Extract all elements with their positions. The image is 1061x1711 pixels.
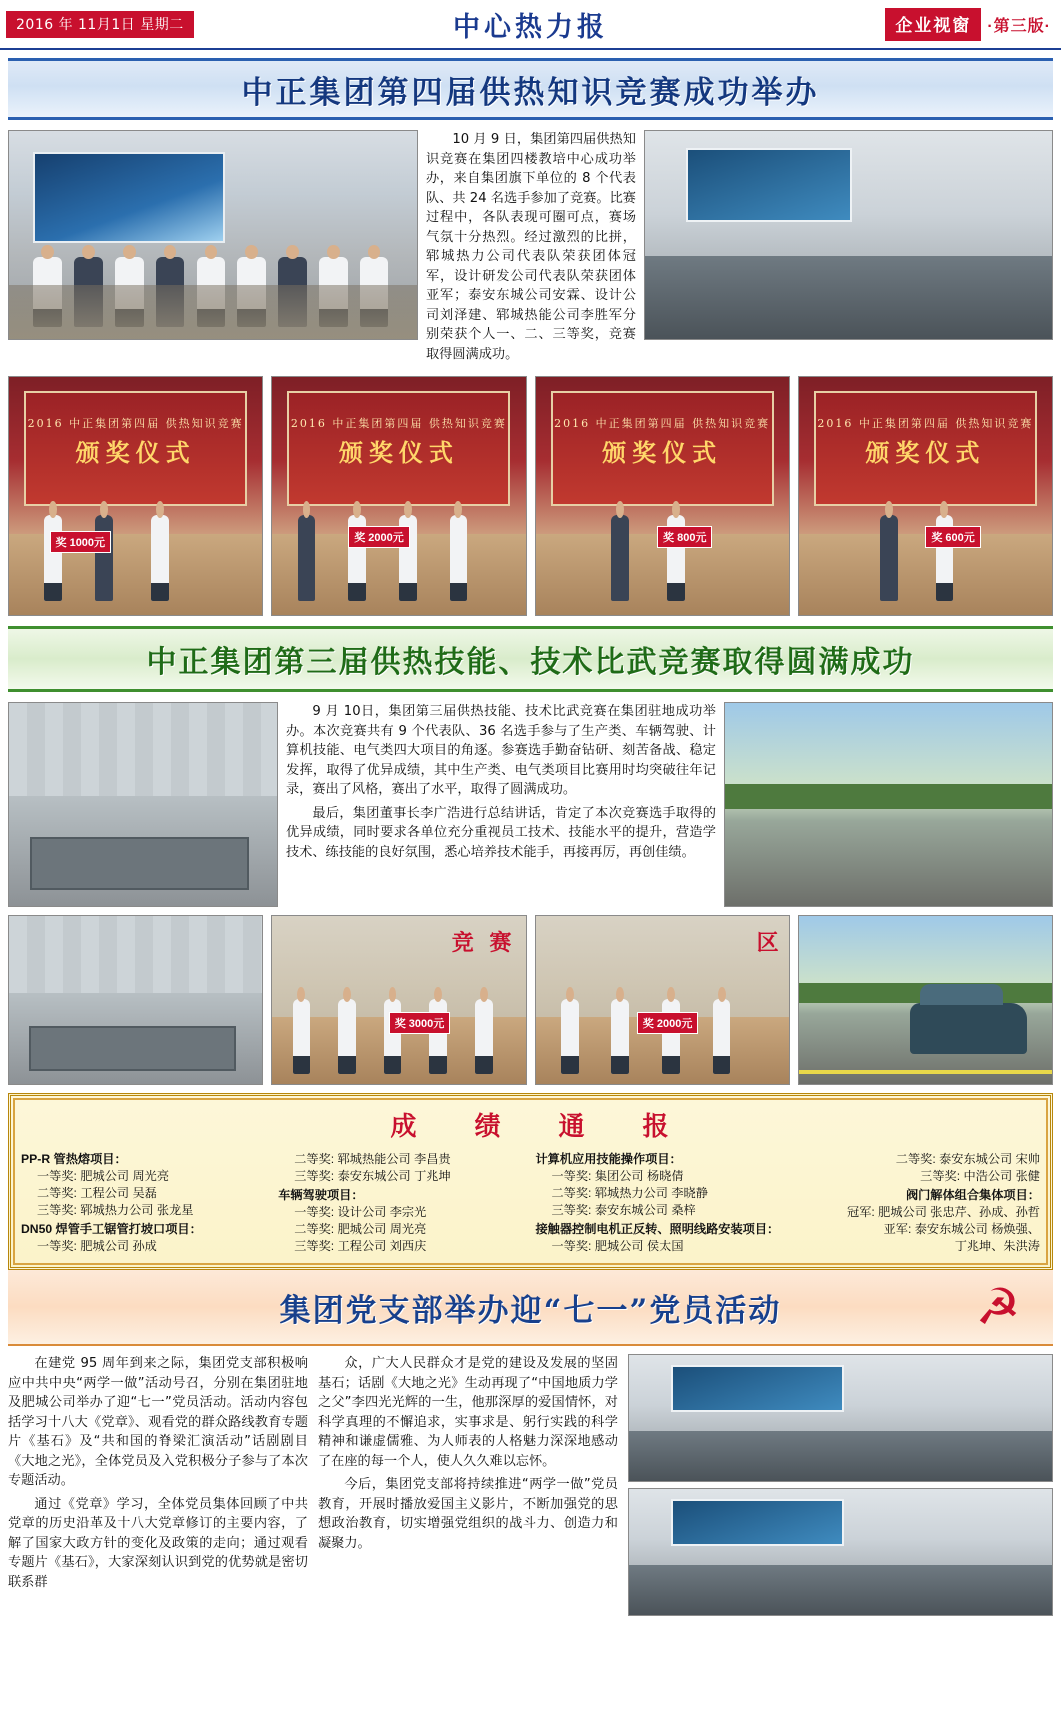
result-item: 三等奖: 泰安东城公司 桑梓 [551, 1203, 696, 1217]
photo-award-600 [798, 376, 1053, 616]
section3-content [8, 1354, 1053, 1622]
result-group [536, 1221, 783, 1255]
result-group [793, 1151, 1040, 1185]
results-title-char-3: 通 [558, 1112, 587, 1142]
section2-photo-row [8, 915, 1053, 1085]
section3-column-right [318, 1354, 618, 1622]
prize-placard: 奖 1000元 [50, 531, 112, 553]
result-item: 亚军: 泰安东城公司 杨焕强、 [883, 1222, 1040, 1236]
result-item: 三等奖: 中浩公司 张健 [920, 1169, 1040, 1183]
result-item: 二等奖: 肥城公司 周光亮 [294, 1222, 427, 1236]
section3-right-paragraph-1: 众，广大人民群众才是党的建设及发展的坚固基石；话剧《大地之光》生动再现了“中国地质力学之父”李四光光辉的一生，他那深厚的爱国情怀，对科学真理的不懈追求，实事求是、躬行实践的科学精神和谦虚儒雅、为人师表的人格魅力深深地感动了在座的每一个人，使人久久难以忘怀。 [318, 1356, 618, 1469]
result-item: 一等奖: 肥城公司 周光亮 [37, 1169, 170, 1183]
masthead-right [885, 8, 1055, 41]
section3-headline: 集团党支部举办迎“七一”党员活动 [279, 1292, 782, 1329]
photo-vehicle-driving [798, 915, 1053, 1085]
section3-photo-column [628, 1354, 1053, 1622]
photo-award-3000 [271, 915, 526, 1085]
result-group [21, 1221, 268, 1255]
results-columns [21, 1151, 1040, 1257]
result-item: 一等奖: 肥城公司 侯太国 [551, 1239, 684, 1253]
result-item: 二等奖: 郓城热力公司 李晓静 [551, 1186, 708, 1200]
photo-banner-text: 颁奖仪式 [602, 438, 723, 468]
result-item: 三等奖: 泰安东城公司 丁兆坤 [294, 1169, 451, 1183]
results-column-2 [278, 1151, 525, 1257]
result-group [21, 1151, 268, 1219]
masthead-date: 2016 年 11月1日 星期二 [6, 11, 194, 38]
photo-competition-hall [644, 130, 1053, 340]
section3-column-left [8, 1354, 308, 1622]
section1-award-photos [8, 376, 1053, 616]
results-title-char-2: 绩 [474, 1112, 503, 1142]
result-item: 一等奖: 集团公司 杨晓倩 [551, 1169, 684, 1183]
photo-banner-text: 区 [756, 930, 779, 957]
result-item: 三等奖: 郓城热力公司 张龙星 [37, 1203, 194, 1217]
section1-headline: 中正集团第四届供热知识竞赛成功举办 [241, 74, 820, 111]
photo-banner-text: 颁奖仪式 [75, 438, 196, 468]
section2-paragraph-1: 9 月 10日，集团第三届供热技能、技术比武竞赛在集团驻地成功举办。本次竞赛共有 9 个代表队、36 名选手参与了生产类、车辆驾驶、计算机技能、电气类四大项目的角逐。参赛选手勤奋钻研、刻苦备战、稳定发挥，取得了优异成绩，其中生产类、电气类项目比赛用时均突破往年记录，赛出了风格，赛出了水平，取得了圆满成功。 [286, 704, 716, 797]
photo-award-2000b [535, 915, 790, 1085]
section2-article [286, 702, 716, 907]
newspaper-title: 中心热力报 [453, 11, 608, 43]
result-group-title: 计算机应用技能操作项目： [535, 1152, 682, 1166]
photo-banner-text: 颁奖仪式 [865, 438, 986, 468]
photo-award-800 [535, 376, 790, 616]
result-item: 丁兆坤、朱洪涛 [954, 1239, 1040, 1253]
photo-party-meeting [628, 1354, 1053, 1482]
result-group-title: 接触器控制电机正反转、照明线路安装项目： [535, 1222, 780, 1236]
result-group-title: DN50 焊管手工锯管打坡口项目： [21, 1222, 202, 1236]
masthead [0, 0, 1061, 50]
photo-award-2000 [271, 376, 526, 616]
result-group [793, 1187, 1040, 1255]
prize-placard: 奖 3000元 [389, 1012, 451, 1034]
photo-screen-title: 2016 中正集团第四届 供热知识竞赛 [27, 417, 244, 431]
results-title-char-4: 报 [642, 1112, 671, 1142]
result-group-title: 车辆驾驶项目： [278, 1188, 364, 1202]
result-group [536, 1151, 783, 1219]
result-group [278, 1151, 525, 1185]
prize-placard: 奖 800元 [657, 526, 712, 548]
photo-screen-title: 2016 中正集团第四届 供热知识竞赛 [290, 417, 507, 431]
result-group [278, 1187, 525, 1255]
results-column-3 [536, 1151, 783, 1257]
results-column-4 [793, 1151, 1040, 1257]
result-item: 三等奖: 工程公司 刘西庆 [294, 1239, 427, 1253]
section3-banner [8, 1270, 1053, 1346]
section2-banner [8, 626, 1053, 692]
section1-article [426, 130, 636, 368]
photo-equipment-operation [8, 915, 263, 1085]
prize-placard: 奖 2000元 [348, 526, 410, 548]
photo-screen-title: 2016 中正集团第四届 供热知识竞赛 [554, 417, 771, 431]
prize-placard: 奖 2000元 [637, 1012, 699, 1034]
party-emblem-icon: ☭ [975, 1279, 1021, 1335]
result-item: 二等奖: 工程公司 吴磊 [37, 1186, 157, 1200]
page-number: ·第三版· [987, 17, 1051, 35]
section2-paragraph-2: 最后，集团董事长李广浩进行总结讲话，肯定了本次竞赛选手取得的优异成绩，同时要求各单位充分重视员工技术、技能水平的提升，营造学技术、练技能的良好氛围，悉心培养技术能手，再接再厉，再创佳绩。 [286, 805, 716, 860]
results-title-char-1: 成 [390, 1112, 419, 1142]
result-item: 二等奖: 郓城热能公司 李昌贵 [294, 1152, 451, 1166]
photo-party-meeting-2 [628, 1488, 1053, 1616]
photo-award-1000 [8, 376, 263, 616]
photo-award-ceremony-stage [8, 130, 418, 340]
result-group-title: PP-R 管热熔项目： [21, 1152, 127, 1166]
results-title [21, 1102, 1040, 1151]
photo-screen-title: 2016 中正集团第四届 供热知识竞赛 [817, 417, 1034, 431]
section1-banner [8, 58, 1053, 120]
photo-banner-text: 竞 赛 [451, 930, 516, 957]
results-column-1 [21, 1151, 268, 1257]
section3-left-paragraph-2: 通过《党章》学习，全体党员集体回顾了中共党章的历史沿革及十八大党章修订的主要内容，了解了国家大政方针的变化及政策的走向；通过观看专题片《基石》，大家深刻认识到党的优势就是密切联系群 [8, 1496, 308, 1590]
section2-content [8, 702, 1053, 907]
section3-left-paragraph-1: 在建党 95 周年到来之际，集团党支部积极响应中共中央“两学一做”活动号召，分别在集团驻地及肥城公司举办了迎“七一”党员活动。活动内容包括学习十八大《党章》、观看党的群众路线教育专题片《基石》及“共和国的脊梁汇演活动”话剧剧目《大地之光》，全体党员及入党积极分子参与了本次专题活动。 [8, 1356, 308, 1488]
photo-pipe-welding [8, 702, 278, 907]
result-item: 冠军: 肥城公司 张忠芹、孙成、孙哲 [847, 1205, 1040, 1219]
section3-right-paragraph-2: 今后，集团党支部将持续推进“两学一做”党员教育，开展时播放爱国主义影片，不断加强党的思想政治教育，切实增强党组织的战斗力、创造力和凝聚力。 [318, 1477, 618, 1551]
section2-headline: 中正集团第三届供热技能、技术比武竞赛取得圆满成功 [146, 645, 915, 680]
result-item: 一等奖: 设计公司 李宗光 [294, 1205, 427, 1219]
photo-banner-text: 颁奖仪式 [338, 438, 459, 468]
results-box [8, 1093, 1053, 1270]
section1-paragraph: 10 月 9 日，集团第四届供热知识竞赛在集团四楼教培中心成功举办，来自集团旗下单位的 8 个代表队、共 24 名选手参加了竞赛。比赛过程中，各队表现可圈可点，赛场气氛十分热烈。经过激烈的比拼，郓城热力公司代表队荣获团体冠军，设计研发公司代表队荣获团体亚军；泰安东城公司安霖、设计公司刘泽建、郓城热能公司李胜军分别荣获个人一、二、三等奖，竞赛取得圆满成功。 [426, 132, 636, 362]
section-badge: 企业视窗 [885, 8, 981, 41]
prize-placard: 奖 600元 [925, 526, 980, 548]
section1-content [8, 130, 1053, 368]
result-group-title: 阀门解体组合集体项目： [905, 1188, 1040, 1202]
result-item: 一等奖: 肥城公司 孙成 [37, 1239, 157, 1253]
photo-valve-assembly [724, 702, 1053, 907]
result-item: 二等奖: 泰安东城公司 宋帅 [895, 1152, 1040, 1166]
